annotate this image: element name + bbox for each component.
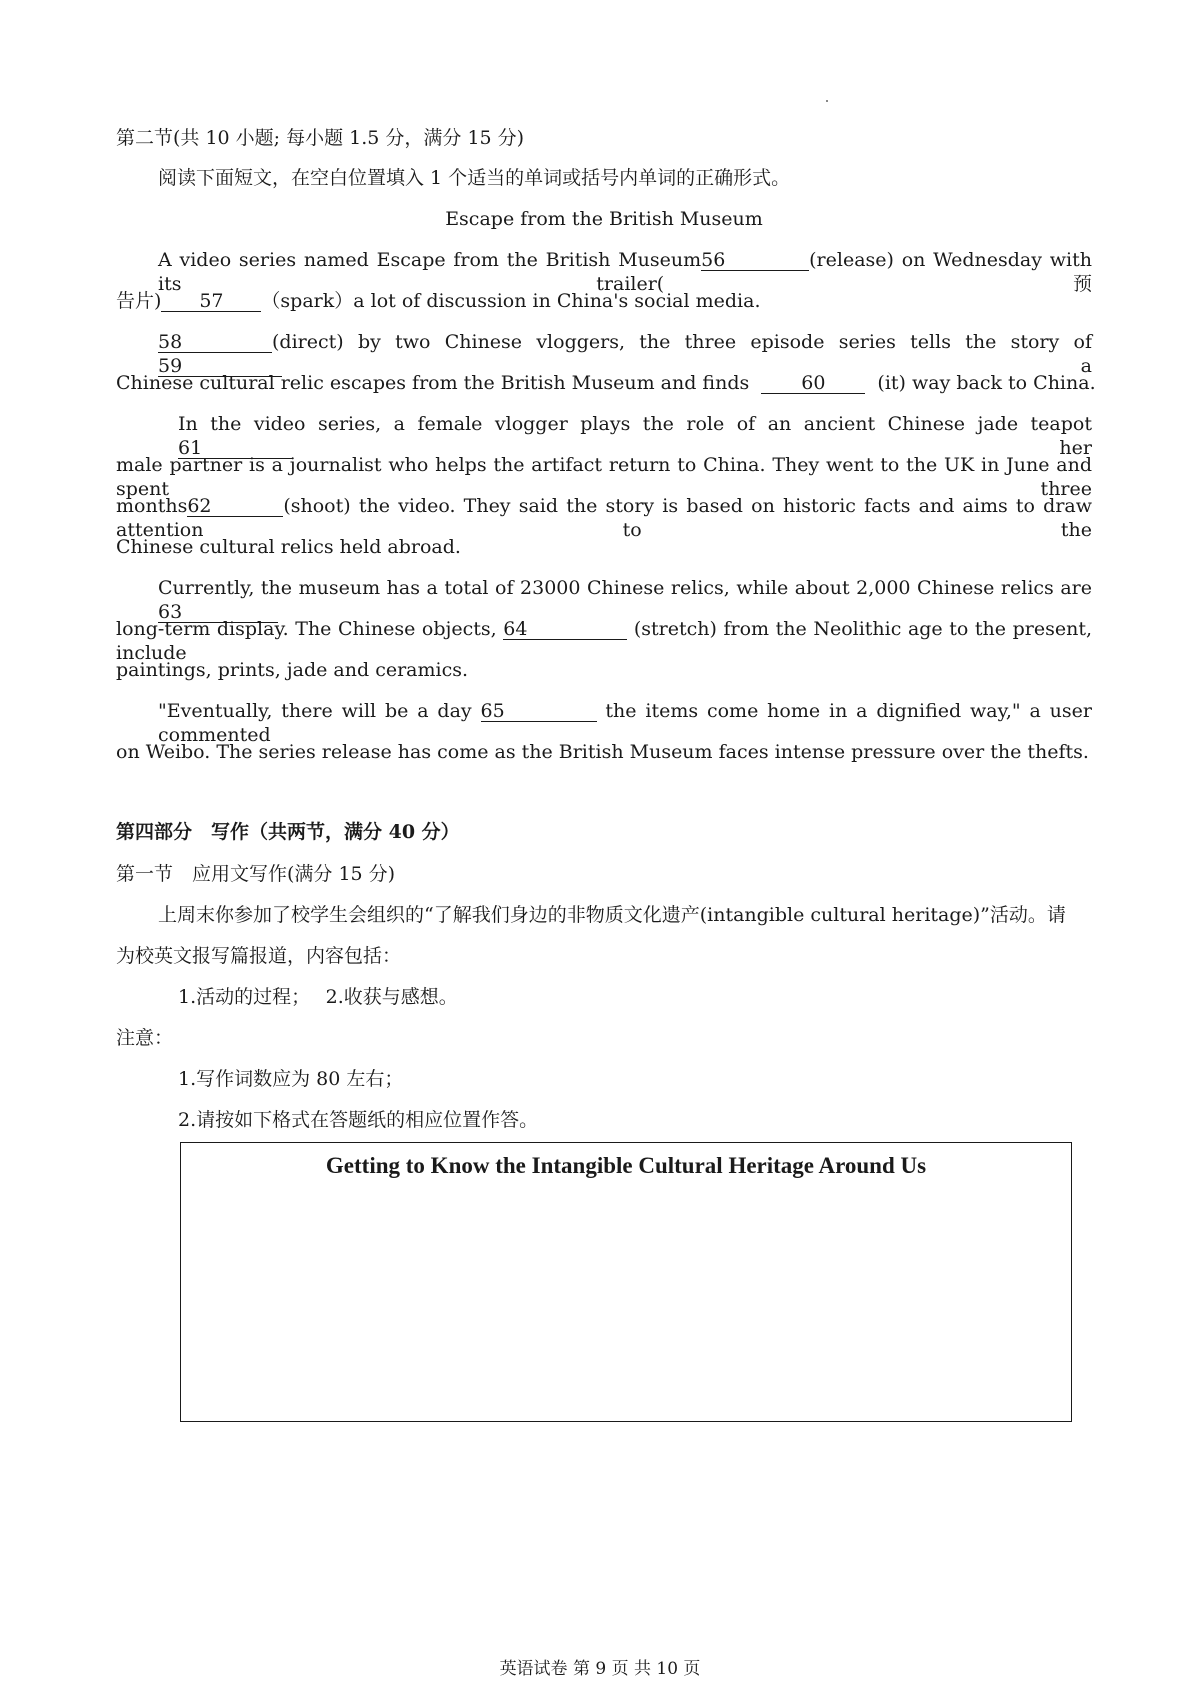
text-segment: long-term display. The Chinese objects, <box>116 618 497 640</box>
prompt-line-2: 为校英文报写篇报道，内容包括： <box>116 945 402 967</box>
passage-line-8: Chinese cultural relics held abroad. <box>116 536 461 558</box>
section2-heading: 第二节(共 10 小题; 每小题 1.5 分，满分 15 分) <box>116 127 525 149</box>
blank-62[interactable]: 62 <box>187 496 283 517</box>
blank-60[interactable]: 60 <box>761 373 865 394</box>
prompt-line-1: 上周末你参加了校学生会组织的“了解我们身边的非物质文化遗产(intangible cultural heritage)”活动。请 <box>158 904 1066 926</box>
blank-58[interactable]: 58 <box>158 332 272 353</box>
text-segment: "Eventually, there will be a day <box>158 700 472 722</box>
note-2: 2.请按如下格式在答题纸的相应位置作答。 <box>178 1109 539 1131</box>
text-segment: A video series named Escape from the British Museum <box>158 249 702 271</box>
blank-59[interactable]: 59 <box>158 356 282 377</box>
blank-65[interactable]: 65 <box>481 701 597 722</box>
blank-57[interactable]: 57 <box>161 291 261 312</box>
note-label: 注意： <box>116 1027 174 1049</box>
text-segment: (it) way back to China. <box>877 372 1096 394</box>
blank-56[interactable]: 56 <box>701 250 809 271</box>
answer-box[interactable] <box>180 1142 1072 1422</box>
text-segment: months <box>116 495 188 517</box>
text-segment: Chinese cultural relic escapes from the British Museum and finds <box>116 372 750 394</box>
text-segment: a <box>1080 355 1092 377</box>
text-segment: 告片) <box>116 290 162 312</box>
blank-64[interactable]: 64 <box>503 619 627 640</box>
text-segment: (shoot) the video. They said the story is based on historic facts and aims to draw attention to the <box>116 495 1092 541</box>
scan-dot <box>826 100 828 102</box>
section2-instruction: 阅读下面短文，在空白位置填入 1 个适当的单词或括号内单词的正确形式。 <box>158 167 791 189</box>
text-segment: (release) on Wednesday with its trailer(预 <box>158 249 1092 295</box>
answer-box-title: Getting to Know the Intangible Cultural Heritage Around Us <box>325 1153 927 1178</box>
text-segment: (direct) by two Chinese vloggers, the three episode series tells the story of <box>272 331 1092 353</box>
text-segment: the items come home in a dignified way," a user commented <box>158 700 1092 746</box>
text-segment: （spark）a lot of discussion in China's social media. <box>261 290 761 312</box>
passage-line-4 <box>116 371 1096 395</box>
text-segment: (stretch) from the Neolithic age to the present, include <box>116 618 1092 664</box>
note-1: 1.写作词数应为 80 左右； <box>178 1068 404 1090</box>
passage-line-11: paintings, prints, jade and ceramics. <box>116 659 469 681</box>
blank-63[interactable]: 63 <box>158 602 278 623</box>
part4-subheading: 第一节 应用文写作(满分 15 分) <box>116 863 396 885</box>
text-segment: her <box>1059 437 1092 459</box>
passage-line-2 <box>116 289 1092 313</box>
text-segment: Currently, the museum has a total of 23000 Chinese relics, while about 2,000 Chinese relics are <box>158 577 1092 599</box>
blank-61[interactable]: 61 <box>178 438 292 459</box>
passage-line-13: on Weibo. The series release has come as the British Museum faces intense pressure over the thefts. <box>116 741 1089 763</box>
page-footer: 英语试卷 第 9 页 共 10 页 <box>499 1659 701 1679</box>
text-segment: In the video series, a female vlogger plays the role of an ancient Chinese jade teapot <box>178 413 1092 435</box>
passage-line-6: male partner is a journalist who helps the artifact return to China. They went to the UK in June and spent three <box>116 454 1092 500</box>
prompt-points: 1.活动的过程； 2.收获与感想。 <box>178 986 458 1008</box>
passage-title: Escape from the British Museum <box>445 208 763 230</box>
part4-heading: 第四部分 写作（共两节，满分 40 分） <box>116 821 460 843</box>
